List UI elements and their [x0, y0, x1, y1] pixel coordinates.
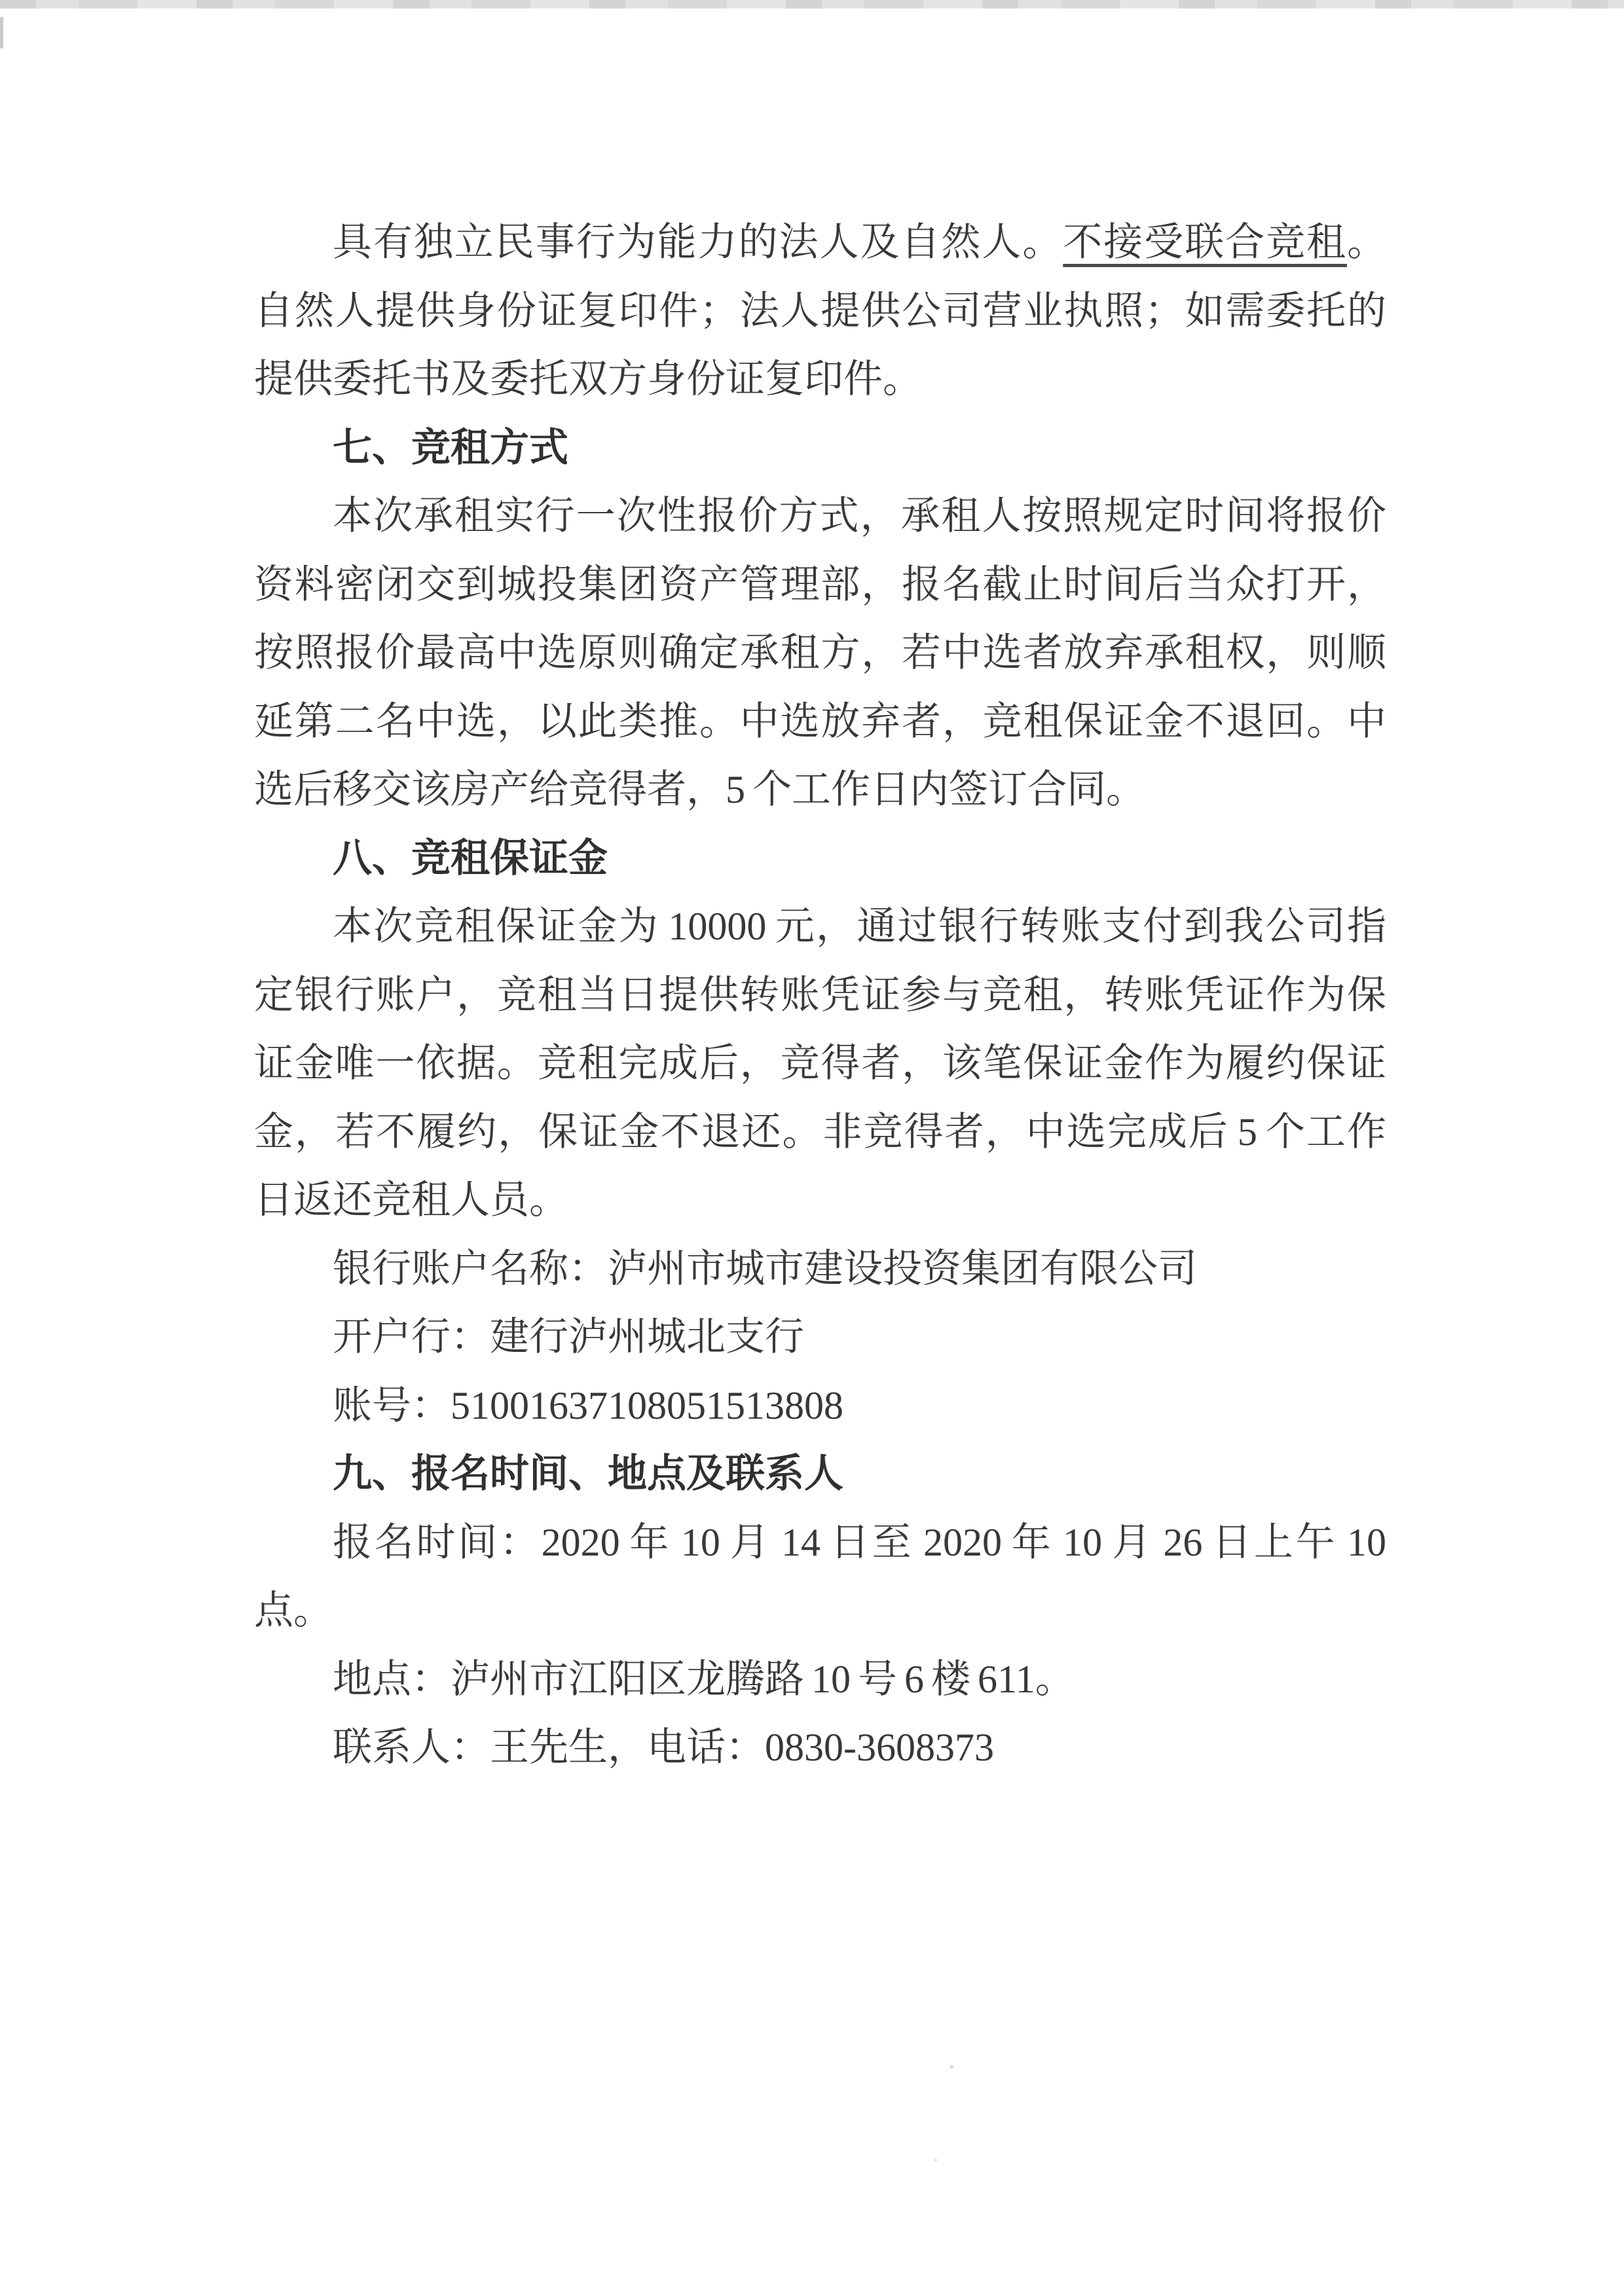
line-intro-2: 自然人提供身份证复印件；法人提供公司营业执照；如需委托的 — [254, 289, 1386, 333]
line-sec8-5: 日返还竞租人员。 — [254, 1178, 568, 1222]
line-registration-time-2: 点。 — [254, 1589, 333, 1632]
line-sec8-1: 本次竞租保证金为 10000 元，通过银行转账支付到我公司指 — [333, 905, 1386, 948]
intro-text-before-underline: 具有独立民事行为能力的法人及自然人。 — [333, 221, 1063, 264]
line-sec7-1: 本次承租实行一次性报价方式，承租人按照规定时间将报价 — [333, 494, 1386, 538]
heading-section-7-bidding-method: 七、竞租方式 — [333, 426, 568, 469]
heading-section-9-registration: 九、报名时间、地点及联系人 — [333, 1452, 843, 1495]
line-bank-account-number: 账号：51001637108051513808 — [333, 1383, 843, 1427]
line-sec8-4: 金，若不履约，保证金不退还。非竞得者，中选完成后 5 个工作 — [254, 1110, 1386, 1154]
line-intro-3: 提供委托书及委托双方身份证复印件。 — [254, 357, 922, 401]
line-contact: 联系人：王先生，电话：0830-3608373 — [333, 1726, 994, 1769]
line-sec8-2: 定银行账户，竞租当日提供转账凭证参与竞租，转账凭证作为保 — [254, 973, 1386, 1017]
scan-left-edge-mark — [0, 17, 3, 48]
line-location: 地点：泸州市江阳区龙腾路 10 号 6 楼 611。 — [333, 1657, 1075, 1701]
underline-no-joint-bidding: 不接受联合竞租 — [1063, 221, 1348, 264]
heading-section-8-bid-deposit: 八、竞租保证金 — [333, 836, 608, 880]
line-intro-1 — [254, 208, 1386, 277]
line-bank-account-name: 银行账户名称：泸州市城市建设投资集团有限公司 — [333, 1247, 1197, 1290]
scanned-document-body — [254, 208, 1386, 1782]
line-sec7-5: 选后移交该房产给竞得者，5 个工作日内签订合同。 — [254, 768, 1145, 811]
line-sec7-4: 延第二名中选，以此类推。中选放弃者，竞租保证金不退回。中 — [254, 699, 1386, 743]
line-registration-time-1: 报名时间：2020 年 10 月 14 日至 2020 年 10 月 26 日上午 10 — [333, 1520, 1386, 1564]
line-sec8-3: 证金唯一依据。竞租完成后，竞得者，该笔保证金作为履约保证 — [254, 1042, 1386, 1085]
line-sec7-2: 资料密闭交到城投集团资产管理部，报名截止时间后当众打开， — [254, 562, 1386, 606]
line-bank-branch: 开户行：建行泸州城北支行 — [333, 1315, 804, 1358]
line-sec7-3: 按照报价最高中选原则确定承租方，若中选者放弃承租权，则顺 — [254, 631, 1386, 674]
scan-edge-artifact — [0, 0, 1624, 9]
scan-speck — [934, 2159, 937, 2162]
scan-speck — [950, 2065, 953, 2069]
intro-period: 。 — [1347, 221, 1386, 264]
